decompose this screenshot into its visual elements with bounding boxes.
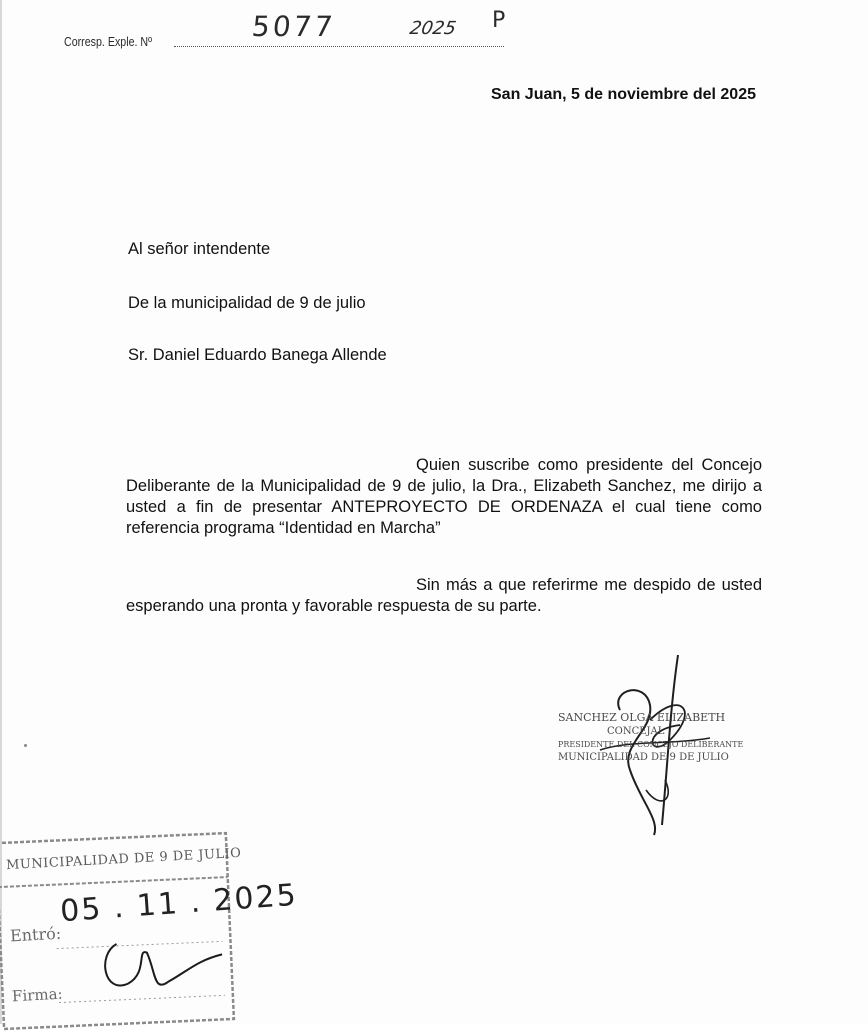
addressee-line-2: De la municipalidad de 9 de julio [128,294,366,312]
body-paragraph-1-text: Quien suscribe como presidente del Concejo Deliberante de la Municipalidad de 9 de julio, la Dra., Elizabeth Sanchez, me dirijo a usted a fin de presentar ANTEPROYECTO DE ORDENAZA el cual tiene como referencia programa “Identidad en Marcha” [126,456,762,537]
seal-institution: MUNICIPALIDAD DE 9 DE JULIO [558,752,729,763]
handwritten-expediente-year: 2025 [408,18,458,39]
corresp-label: Corresp. Exple. Nº [64,34,153,49]
seal-position: PRESIDENTE DEL CONCEJO DELIBERANTE [558,740,744,749]
stamp-firma-label: Firma: [11,984,64,1006]
corresp-dotted-line [174,46,504,47]
scan-speck [24,744,27,747]
stamp-entry-date: 05 . 11 . 2025 [59,877,299,930]
letter-date: San Juan, 5 de noviembre del 2025 [491,86,756,103]
body-paragraph-2-text: Sin más a que referirme me despido de usted esperando una pronta y favorable respuesta de su parte. [126,576,762,615]
handwritten-expediente-letter: P [492,8,506,33]
seal-role: CONCEJAL [607,726,665,737]
body-paragraph-1 [126,455,762,539]
handwritten-expediente-number: 5077 [250,10,337,43]
stamp-entro-label: Entró: [9,923,62,946]
addressee-line-1: Al señor intendente [128,240,271,258]
seal-name: SANCHEZ OLGA ELIZABETH [558,711,726,724]
body-paragraph-2 [126,575,762,617]
stamp-title: MUNICIPALIDAD DE 9 DE JULIO [5,845,242,874]
addressee-line-3: Sr. Daniel Eduardo Banega Allende [128,346,387,364]
